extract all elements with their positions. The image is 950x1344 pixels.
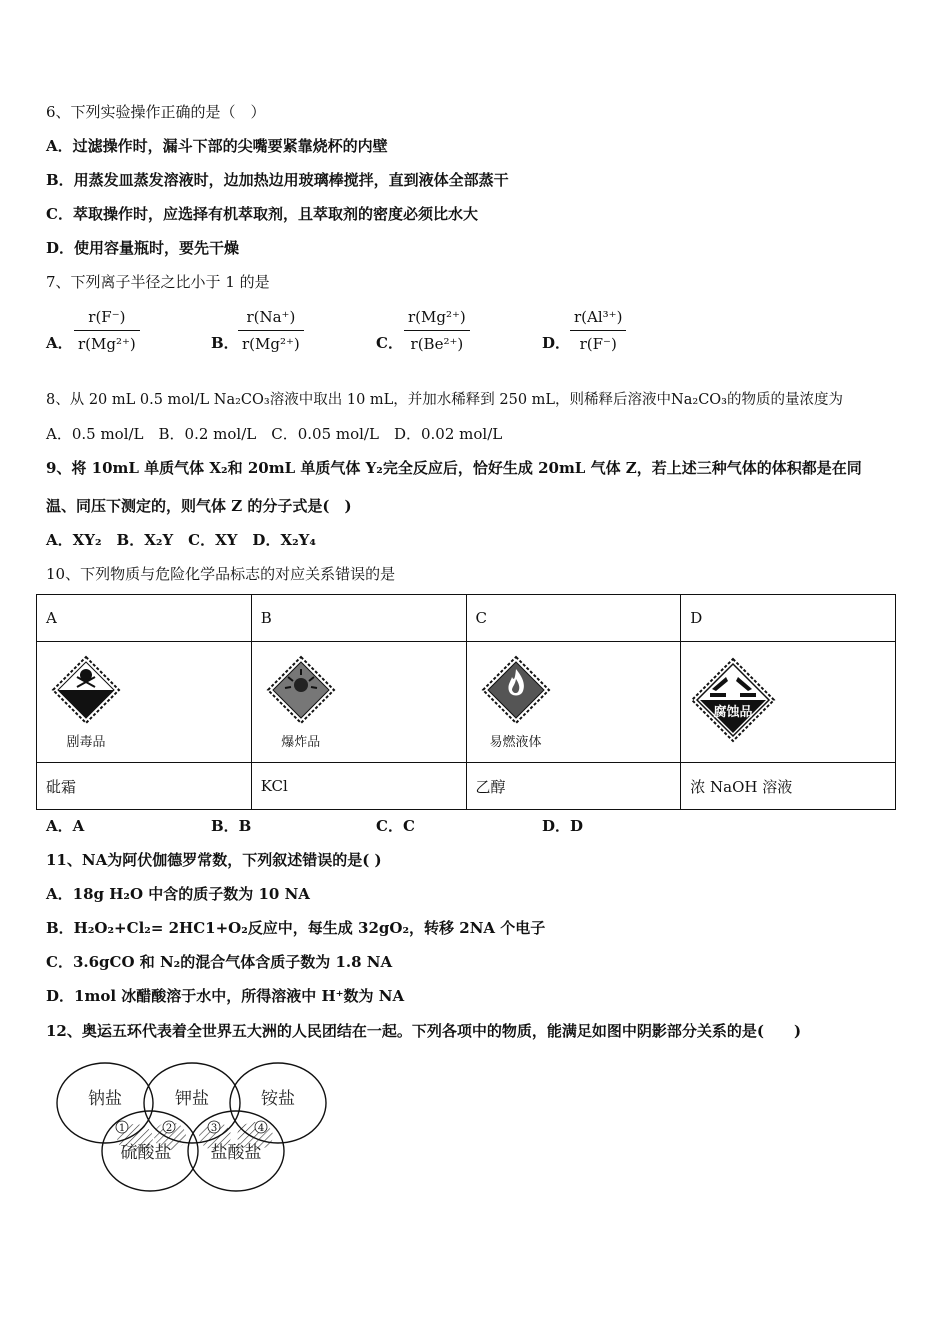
q7-option-a-numerator: r(F⁻) xyxy=(74,308,140,331)
corrosion-icon xyxy=(690,657,776,743)
q8-stem: 8、从 20 mL 0.5 mol/L Na₂CO₃溶液中取出 10 mL，并加水稀释到 250 mL，则稀释后溶液中Na₂CO₃的物质的量浓度为 xyxy=(46,392,843,408)
q7-option-d-numerator: r(Al³⁺) xyxy=(570,308,626,331)
q10-option-b: B．B xyxy=(211,817,252,835)
q11-option-c: C．3.6gCO 和 N₂的混合气体含质子数为 1.8 NA xyxy=(46,953,393,971)
q7-option-b-fraction xyxy=(238,308,304,353)
q7-option-a-label: A． xyxy=(46,334,73,352)
q10-symbol-cell-d xyxy=(681,642,896,763)
q10-stem: 10、下列物质与危险化学品标志的对应关系错误的是 xyxy=(46,565,396,583)
region-4-label: 4 xyxy=(257,1123,265,1134)
q11-option-b: B．H₂O₂+Cl₂= 2HC1+O₂反应中，每生成 32gO₂，转移 2NA 个电子 xyxy=(46,919,546,937)
flame-icon xyxy=(481,655,551,725)
q10-option-a: A．A xyxy=(46,817,85,835)
skull-crossbones-icon xyxy=(51,655,121,725)
q7-option-b-numerator: r(Na⁺) xyxy=(238,308,304,331)
q7-option-c-denominator: r(Be²⁺) xyxy=(410,335,464,353)
q6-option-c: C．萃取操作时，应选择有机萃取剂，且萃取剂的密度必须比水大 xyxy=(46,205,478,223)
q11-option-a: A．18g H₂O 中含的质子数为 10 NA xyxy=(46,885,310,903)
q7-option-d-label: D． xyxy=(542,334,571,352)
q10-symbol-row xyxy=(37,642,896,763)
q10-substance-d: 浓 NaOH 溶液 xyxy=(681,763,896,810)
q10-header-d: D xyxy=(681,595,896,642)
region-3-label: 3 xyxy=(210,1123,218,1134)
q7-option-d-fraction xyxy=(570,308,626,353)
q10-header-row xyxy=(37,595,896,642)
q11-stem: 11、NA为阿伏伽德罗常数，下列叙述错误的是( ) xyxy=(46,851,382,869)
q10-substance-a: 砒霜 xyxy=(37,763,252,810)
q10-option-c: C．C xyxy=(376,817,415,835)
toxic-symbol xyxy=(46,655,126,750)
q11-option-d: D．1mol 冰醋酸溶于水中，所得溶液中 H⁺数为 NA xyxy=(46,987,405,1005)
q7-option-b-denominator: r(Mg²⁺) xyxy=(242,335,300,353)
toxic-caption: 剧毒品 xyxy=(66,734,106,750)
q10-table xyxy=(36,594,896,810)
q10-option-d: D．D xyxy=(542,817,584,835)
q12-stem: 12、奥运五环代表着全世界五大洲的人民团结在一起。下列各项中的物质，能满足如图中阴影部分关系的是( ) xyxy=(46,1022,802,1040)
region-2-label: 2 xyxy=(165,1123,173,1134)
q7-option-c-fraction xyxy=(404,308,470,353)
ring-label-potassium-salt: 钾盐 xyxy=(175,1089,209,1109)
q7-option-a-denominator: r(Mg²⁺) xyxy=(78,335,136,353)
region-1-label: 1 xyxy=(118,1123,126,1134)
q10-symbol-cell-a xyxy=(37,642,252,763)
q9-stem-line2: 温、同压下测定的，则气体 Z 的分子式是( ) xyxy=(46,497,352,515)
q8-options: A．0.5 mol/L B．0.2 mol/L C．0.05 mol/L D．0.02 mol/L xyxy=(46,425,503,443)
q10-substance-c: 乙醇 xyxy=(466,763,681,810)
ring-label-sulfate: 硫酸盐 xyxy=(120,1143,172,1163)
explosion-icon xyxy=(266,655,336,725)
q7-option-d-denominator: r(F⁻) xyxy=(579,335,617,353)
ring-label-ammonium-salt: 铵盐 xyxy=(261,1089,295,1109)
corrosive-caption: 腐蚀品 xyxy=(713,705,753,720)
explosive-symbol xyxy=(261,655,341,750)
corrosive-symbol xyxy=(690,657,770,747)
q10-header-a: A xyxy=(37,595,252,642)
flammable-caption: 易燃液体 xyxy=(489,734,542,750)
q9-stem-line1: 9、将 10mL 单质气体 X₂和 20mL 单质气体 Y₂完全反应后，恰好生成 20mL 气体 Z，若上述三种气体的体积都是在同 xyxy=(46,459,862,477)
q10-symbol-cell-c xyxy=(466,642,681,763)
q6-option-d: D．使用容量瓶时，要先干燥 xyxy=(46,239,240,257)
ring-label-chloride: 盐酸盐 xyxy=(210,1143,262,1163)
q7-option-c-label: C． xyxy=(376,334,403,352)
q7-option-b-label: B． xyxy=(211,334,239,352)
explosive-caption: 爆炸品 xyxy=(281,734,321,750)
q9-options: A．XY₂ B．X₂Y C．XY D．X₂Y₄ xyxy=(46,531,316,549)
q6-option-a: A．过滤操作时，漏斗下部的尖嘴要紧靠烧杯的内壁 xyxy=(46,137,388,155)
q6-stem: 6、下列实验操作正确的是（ ） xyxy=(46,103,266,121)
q10-substance-row xyxy=(37,763,896,810)
q10-substance-b: KCl xyxy=(251,763,466,810)
q10-symbol-cell-b xyxy=(251,642,466,763)
olympic-rings-diagram xyxy=(50,1058,340,1208)
q7-option-c-numerator: r(Mg²⁺) xyxy=(404,308,470,331)
q7-stem: 7、下列离子半径之比小于 1 的是 xyxy=(46,273,270,291)
q6-option-b: B．用蒸发皿蒸发溶液时，边加热边用玻璃棒搅拌，直到液体全部蒸干 xyxy=(46,171,509,189)
q10-header-b: B xyxy=(251,595,466,642)
q10-header-c: C xyxy=(466,595,681,642)
ring-label-sodium-salt: 钠盐 xyxy=(88,1089,122,1109)
flammable-liquid-symbol xyxy=(476,655,556,750)
q7-option-a-fraction xyxy=(74,308,140,353)
